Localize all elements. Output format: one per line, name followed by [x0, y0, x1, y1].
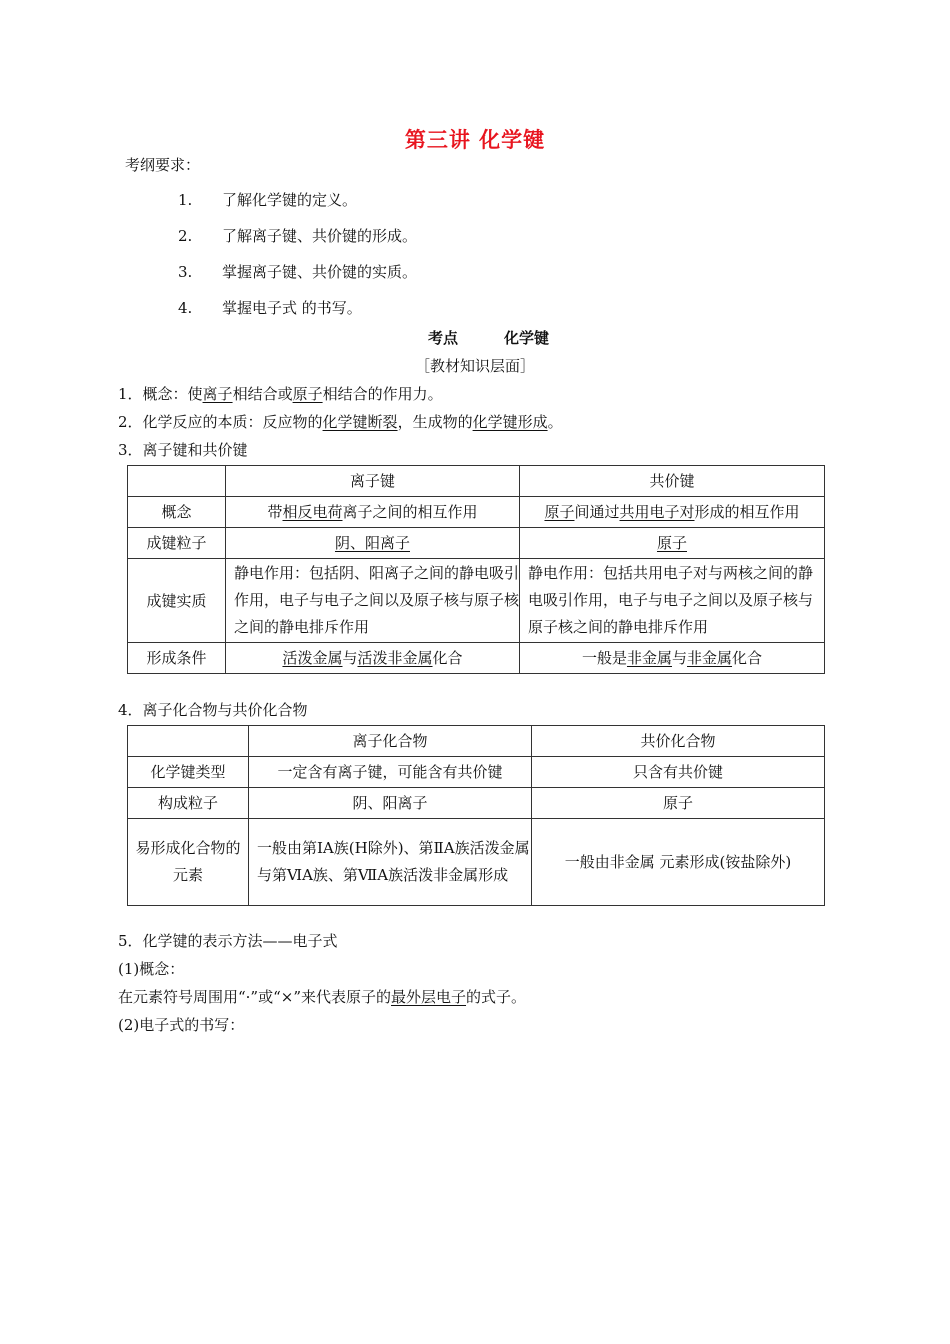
- row-label: 形成条件: [128, 643, 226, 674]
- paragraph-sub-1: (1)概念：: [118, 960, 185, 978]
- table-cell: 一般是非金属与非金属化合: [520, 643, 825, 674]
- paragraph-sub-2: (2)电子式的书写：: [118, 1016, 245, 1034]
- requirement-item: 4. 掌握电子式 的书写。: [178, 299, 362, 317]
- section-subtitle: ［教材知识层面］: [414, 357, 535, 375]
- paragraph-heading-5: 5．化学键的表示方法——电子式: [118, 932, 338, 950]
- table-row: [128, 788, 825, 819]
- table-header-cell: 离子化合物: [249, 726, 532, 757]
- table-cell: 一般由非金属 元素形成(铵盐除外): [532, 819, 825, 906]
- row-label: 构成粒子: [128, 788, 249, 819]
- bond-comparison-table: [127, 465, 825, 674]
- table-cell: 活泼金属与活泼非金属化合: [226, 643, 520, 674]
- table-row: [128, 466, 825, 497]
- table-header-cell: 共价键: [520, 466, 825, 497]
- requirement-item: 1. 了解化学键的定义。: [178, 191, 358, 209]
- table-header-cell: [128, 726, 249, 757]
- table-header-cell: [128, 466, 226, 497]
- row-label: 成键粒子: [128, 528, 226, 559]
- paragraph-heading-3: 3．离子键和共价键: [118, 441, 248, 459]
- row-label: 易形成化合物的元素: [128, 819, 249, 906]
- paragraph-concept: 1．概念：使离子相结合或原子相结合的作用力。: [118, 385, 443, 403]
- table-row: [128, 819, 825, 906]
- page-title: 第三讲 化学键: [404, 128, 546, 152]
- requirement-item: 2. 了解离子键、共价键的形成。: [178, 227, 418, 245]
- paragraph-reaction-essence: 2．化学反应的本质：反应物的化学键断裂，生成物的化学键形成。: [118, 413, 563, 431]
- table-row: [128, 757, 825, 788]
- requirement-item: 3. 掌握离子键、共价键的实质。: [178, 263, 418, 281]
- table-row: [128, 726, 825, 757]
- compound-comparison-table: [127, 725, 825, 906]
- table-cell: 一定含有离子键，可能含有共价键: [249, 757, 532, 788]
- table-cell: 原子间通过共用电子对形成的相互作用: [520, 497, 825, 528]
- table-cell: 只含有共价键: [532, 757, 825, 788]
- paragraph-definition: 在元素符号周围用“·”或“×”来代表原子的最外层电子的式子。: [118, 988, 527, 1006]
- table-header-cell: 离子键: [226, 466, 520, 497]
- table-cell: 静电作用：包括阴、阳离子之间的静电吸引作用，电子与电子之间以及原子核与原子核之间的静电排斥作用: [226, 559, 520, 643]
- requirements-heading: 考纲要求：: [125, 156, 201, 174]
- table-cell: 原子: [532, 788, 825, 819]
- table-row: [128, 559, 825, 643]
- table-row: [128, 528, 825, 559]
- row-label: 成键实质: [128, 559, 226, 643]
- table-row: [128, 497, 825, 528]
- table-cell: 原子: [520, 528, 825, 559]
- row-label: 化学键类型: [128, 757, 249, 788]
- table-header-cell: 共价化合物: [532, 726, 825, 757]
- table-cell: 阴、阳离子: [249, 788, 532, 819]
- section-heading: 考点 化学键: [428, 329, 550, 347]
- table-row: [128, 643, 825, 674]
- row-label: 概念: [128, 497, 226, 528]
- table-cell: 带相反电荷离子之间的相互作用: [226, 497, 520, 528]
- paragraph-heading-4: 4．离子化合物与共价化合物: [118, 701, 308, 719]
- table-cell: 阴、阳离子: [226, 528, 520, 559]
- table-cell: 静电作用：包括共用电子对与两核之间的静电吸引作用，电子与电子之间以及原子核与原子核之间的静电排斥作用: [520, 559, 825, 643]
- table-cell: 一般由第ⅠA族(H除外)、第ⅡA族活泼金属与第ⅥA族、第ⅦA族活泼非金属形成: [249, 819, 532, 906]
